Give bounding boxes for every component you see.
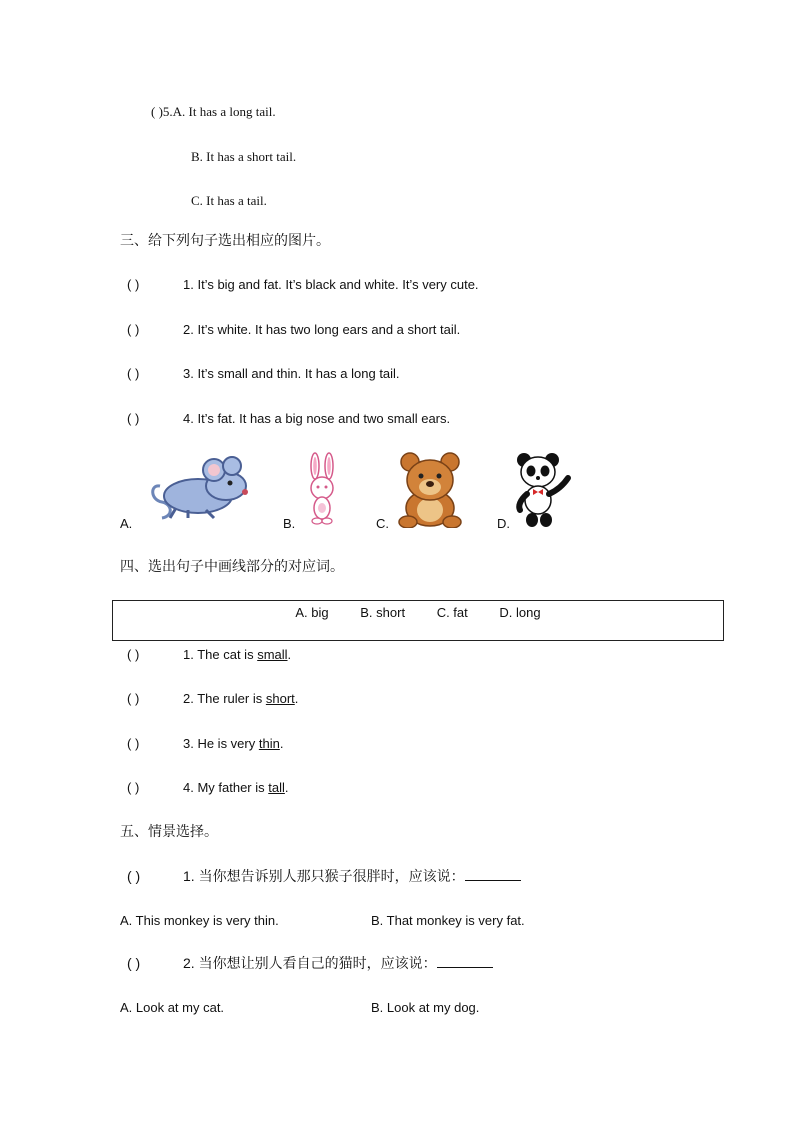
option-a: A. big: [295, 605, 329, 620]
option-b: B. short: [360, 605, 406, 620]
item-punct: .: [287, 647, 292, 662]
answer-paren: ( ): [127, 277, 140, 292]
section-5-q2: [127, 955, 493, 971]
item-text: 3. He is very: [183, 736, 259, 751]
answer-paren: ( ): [127, 647, 140, 662]
options-row: [112, 605, 724, 620]
mouse-icon: [148, 456, 252, 522]
q5-option-c: C. It has a tail.: [191, 193, 267, 208]
q5-option-b: B. It has a short tail.: [191, 149, 297, 164]
item-text: 2. The ruler is: [183, 691, 266, 706]
q2-text: 2. 当你想让别人看自己的猫时，应该说：: [183, 955, 437, 971]
q5-paren: ( ): [151, 104, 163, 119]
answer-paren: ( ): [127, 366, 140, 381]
answer-paren: ( ): [127, 780, 140, 795]
pic-label-d: D.: [497, 516, 510, 531]
item-punct: .: [279, 736, 284, 751]
q1-option-a: A. This monkey is very thin.: [120, 913, 279, 928]
section-4-item-1: [127, 647, 291, 663]
item-text: 3. It’s small and thin. It has a long tail.: [183, 366, 400, 381]
option-c: C. fat: [436, 605, 468, 620]
underlined-word: thin: [258, 736, 280, 751]
underlined-word: tall: [268, 780, 285, 795]
pic-label-a: A.: [120, 516, 133, 531]
answer-paren: ( ): [127, 411, 140, 426]
item-text: 1. The cat is: [183, 647, 258, 662]
item-text: 4. My father is: [183, 780, 269, 795]
section-4-title: 四、选出句子中画线部分的对应词。: [120, 558, 344, 574]
option-d: D. long: [499, 605, 541, 620]
rabbit-icon: [302, 452, 342, 526]
q5-option-a: [151, 104, 276, 120]
q5-option-a-text: A. It has a long tail.: [172, 104, 276, 119]
section-3-item-2: [127, 322, 460, 338]
underlined-word: short: [265, 691, 295, 706]
panda-icon: [514, 450, 574, 528]
answer-blank: [437, 955, 493, 968]
section-4-item-4: [127, 780, 289, 796]
section-3-title: 三、给下列句子选出相应的图片。: [120, 232, 330, 248]
q5-number: 5.: [162, 104, 173, 119]
section-4-item-2: [127, 691, 298, 707]
answer-paren: ( ): [127, 955, 141, 971]
section-3-item-4: [127, 411, 450, 427]
answer-paren: ( ): [127, 322, 140, 337]
bear-icon: [396, 450, 464, 528]
item-text: 1. It’s big and fat. It’s black and white. It’s very cute.: [183, 277, 479, 292]
item-punct: .: [294, 691, 299, 706]
section-4-item-3: [127, 736, 283, 752]
q2-option-a: A. Look at my cat.: [120, 1000, 225, 1015]
item-punct: .: [284, 780, 289, 795]
pic-label-c: C.: [376, 516, 389, 531]
underlined-word: small: [257, 647, 288, 662]
section-5-q1: [127, 868, 521, 884]
q1-text: 1. 当你想告诉别人那只猴子很胖时，应该说：: [183, 868, 465, 884]
item-text: 2. It’s white. It has two long ears and a short tail.: [183, 322, 461, 337]
answer-paren: ( ): [127, 736, 140, 751]
q1-option-b: B. That monkey is very fat.: [371, 913, 525, 928]
section-3-item-1: [127, 277, 479, 293]
section-5-title: 五、情景选择。: [120, 823, 218, 839]
pic-label-b: B.: [283, 516, 296, 531]
section-3-item-3: [127, 366, 400, 382]
answer-paren: ( ): [127, 691, 140, 706]
q2-option-b: B. Look at my dog.: [371, 1000, 480, 1015]
answer-paren: ( ): [127, 868, 141, 884]
answer-blank: [465, 868, 521, 881]
item-text: 4. It’s fat. It has a big nose and two small ears.: [183, 411, 451, 426]
